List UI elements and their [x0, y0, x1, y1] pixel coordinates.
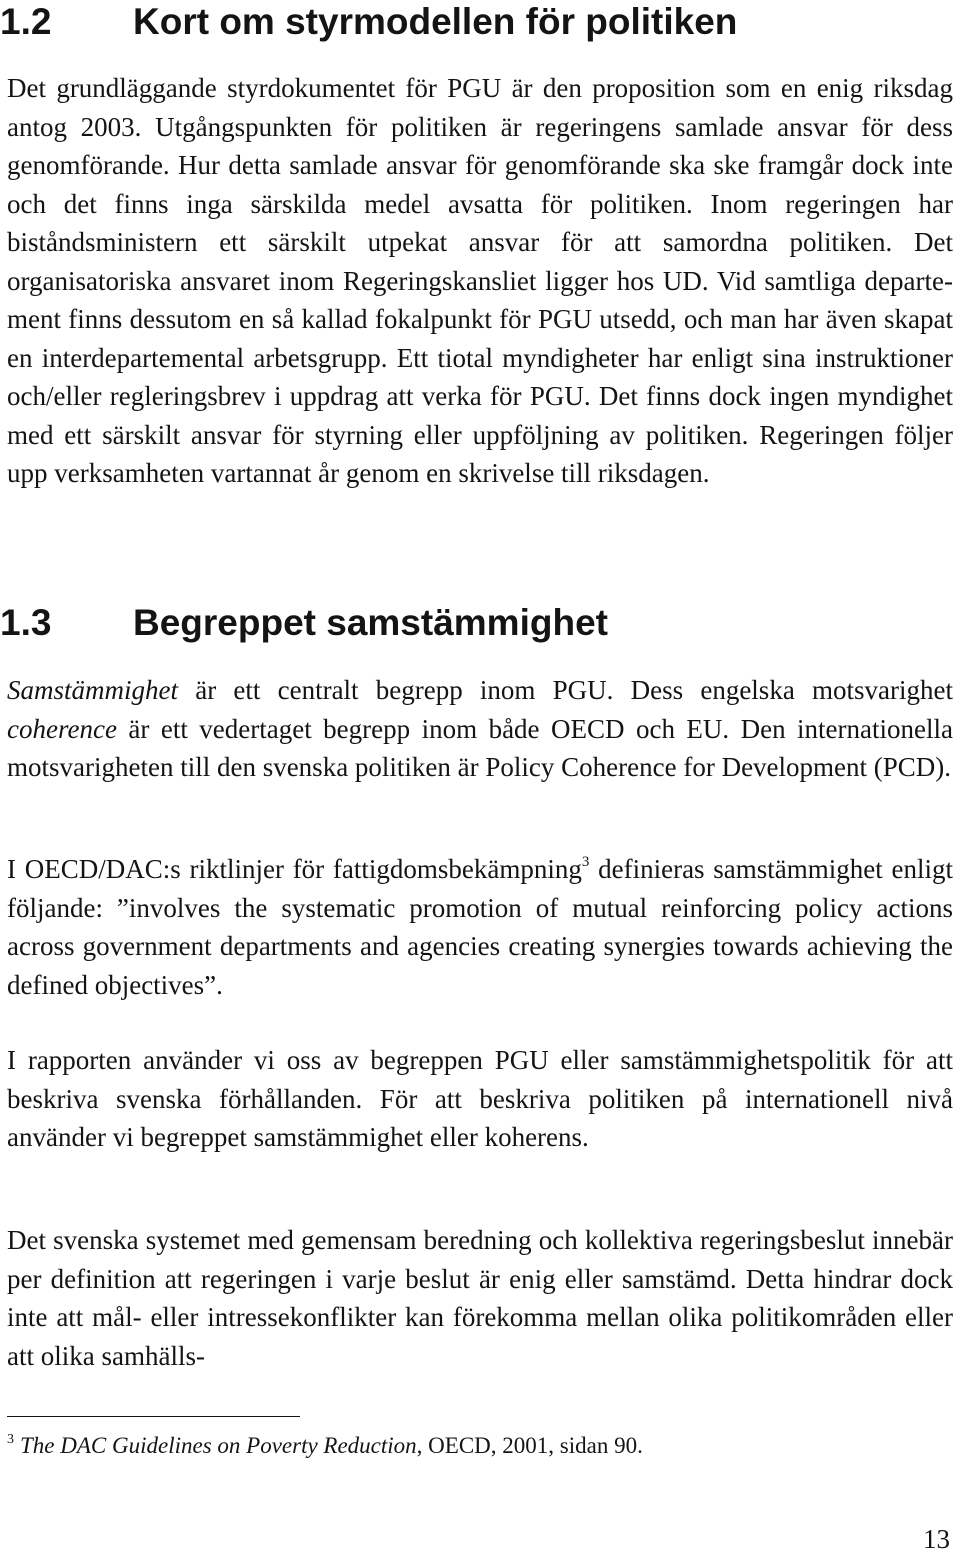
term-coherence: coherence: [7, 713, 117, 744]
paragraph-styrmodell: Det grundläggande styrdokumentet för PGU är den proposition som en enig riksdag antog 2003. Utgångspunkten för politiken är regeringens samlade ansvar för dess genomförande. Hur detta samlade ansvar för genomförande ska ske framgår dock inte och det finns inga särskilda medel avsatta för politiken. Inom regeringen har biståndsministern ett särskilt utpekat ansvar för att samordna politiken. Det organisatoriska ansvaret inom Regeringskansliet ligger hos UD. Vid samtliga departement finns dessutom en så kallad fokalpunkt för PGU utsedd, och man har även skapat en interdepartemental arbetsgrupp. Ett tiotal myndigheter har enligt sina instruktioner och/eller regleringsbrev i uppdrag att verka för PGU. Det finns dock ingen myndighet med ett särskilt ansvar för styrning eller uppföljning av politiken. Regeringen följer upp verksamheten vartannat år genom en skrivelse till riksdagen.: [7, 73, 953, 488]
footnote-separator: [7, 1416, 300, 1417]
footnote-text: , OECD, 2001, sidan 90.: [416, 1433, 643, 1458]
paragraph-text: definieras samstämmighet enligt följande: ”involves the systematic promotion of mutual reinforcing policy actions across government departments and agencies creating synergies towards achieving the defined objectives”.: [7, 854, 953, 1000]
footnote-number: 3: [7, 1432, 14, 1447]
section-number: 1.3: [0, 602, 52, 643]
section-heading-1-2: [0, 0, 737, 44]
section-title: Begreppet samstämmighet: [133, 602, 608, 643]
section-number: 1.2: [0, 1, 52, 42]
paragraph-svenska-systemet: Det svenska systemet med gemensam beredning och kollektiva regeringsbeslut innebär per definition att regeringen i varje beslut är enig eller samstämd. Detta hindrar dock inte att mål- eller intressekonflikter kan förekomma mellan olika politikområden eller att olika samhälls-: [7, 1225, 953, 1371]
footnote: [7, 1430, 643, 1462]
paragraph-text: är ett vedertaget begrepp inom både OECD och EU. Den internationella motsvarigheten till den svenska politiken är Policy Coherence for Development (PCD).: [7, 713, 953, 782]
section-heading-1-3: [0, 601, 608, 645]
footnote-reference: 3: [581, 854, 590, 870]
paragraph-text: är ett centralt begrepp inom PGU. Dess engelska motsvarighet: [178, 675, 953, 705]
paragraph-samstammighet: [7, 671, 953, 787]
term-samstammighet: Samstämmighet: [7, 675, 178, 705]
paragraph-text: I OECD/DAC:s riktlinjer för fattigdomsbekämpning: [7, 854, 582, 884]
footnote-source-title: The DAC Guidelines on Poverty Reduction: [20, 1433, 417, 1458]
paragraph-rapporten: I rapporten använder vi oss av begreppen PGU eller samstämmighetspolitik för att beskriva svenska förhållanden. För att beskriva politiken på internationell nivå använder vi begreppet samstämmighet eller koherens.: [7, 1045, 953, 1152]
page-number: 13: [923, 1524, 950, 1554]
paragraph-oecd-dac: [7, 850, 953, 1004]
section-title: Kort om styrmodellen för politiken: [133, 1, 738, 42]
